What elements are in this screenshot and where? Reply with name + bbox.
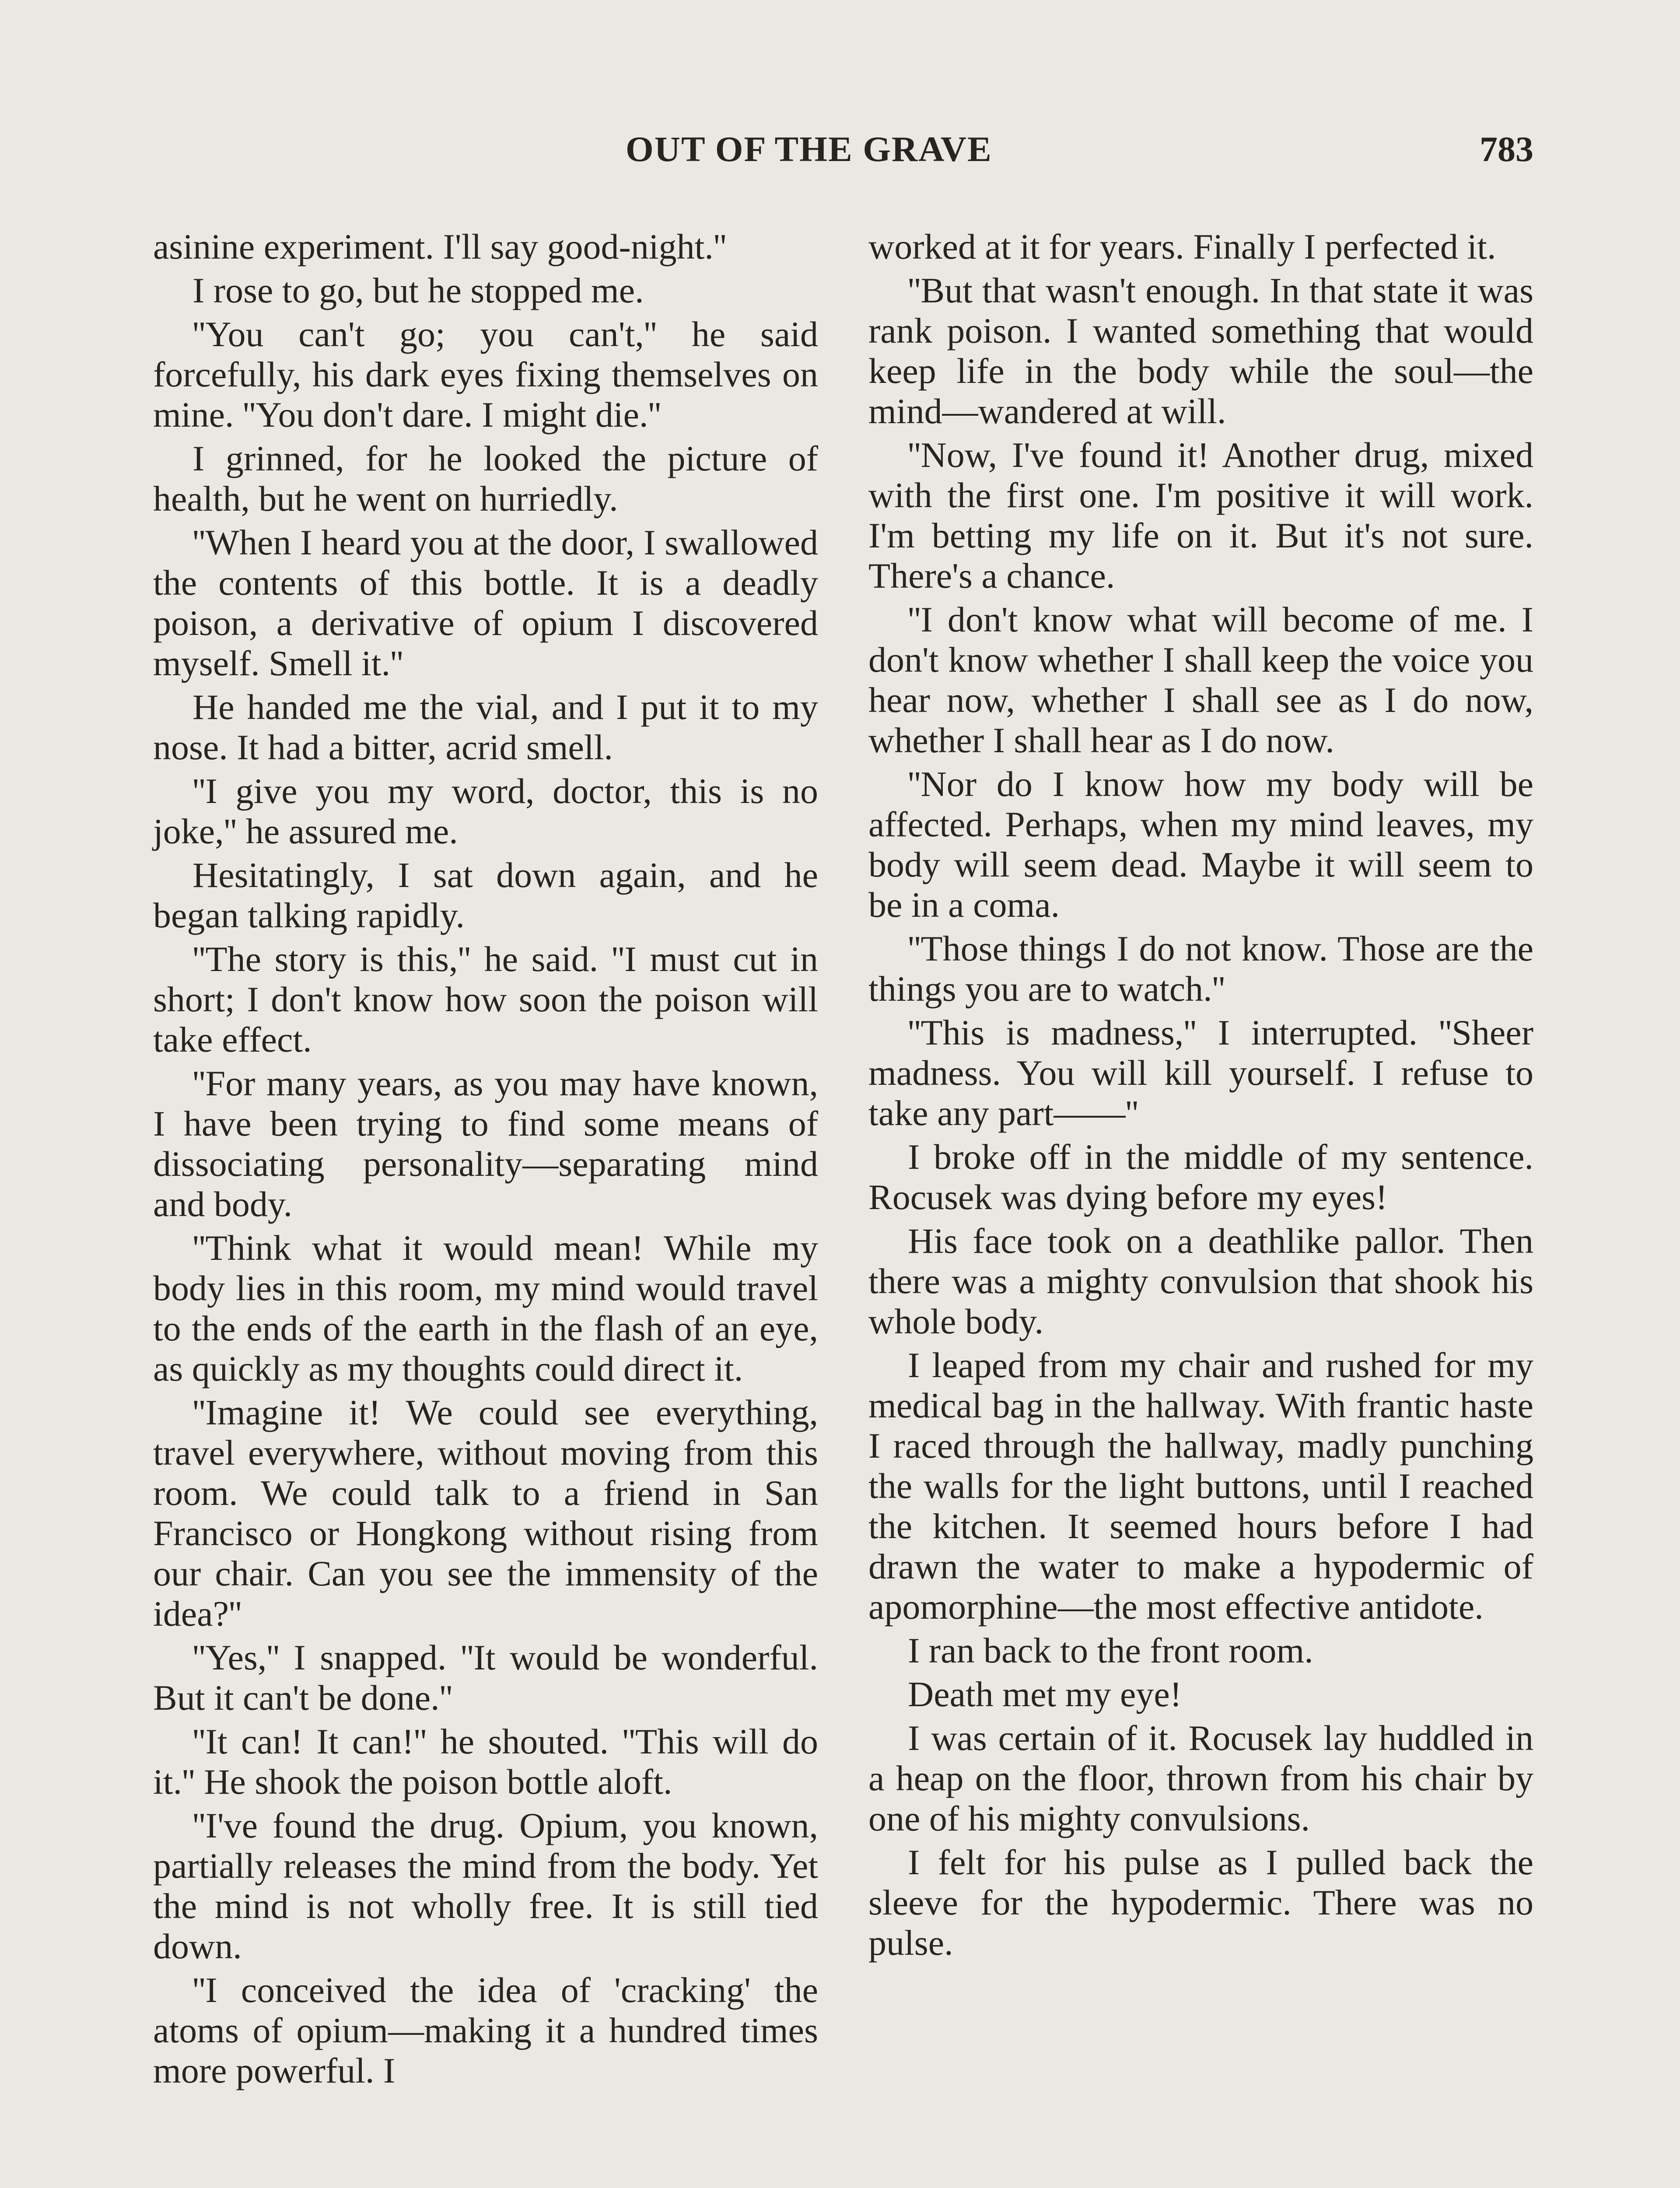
paragraph: I was certain of it. Rocusek lay huddled in a heap on the floor, thrown from his chair by one of his mighty convulsions.	[868, 1718, 1533, 1838]
paragraph: ''Think what it would mean! While my body lies in this room, my mind would travel to the ends of the earth in the flash of an eye, as quickly as my thoughts could direct it.	[153, 1228, 818, 1389]
paragraph: ''I've found the drug. Opium, you known, partially releases the mind from the body. Yet the mind is not wholly free. It is still tied down.	[153, 1806, 818, 1966]
paragraph: ''Those things I do not know. Those are the things you are to watch.''	[868, 929, 1533, 1009]
paragraph: ''The story is this,'' he said. ''I must cut in short; I don't know how soon the poison will take effect.	[153, 939, 818, 1059]
paragraph: ''You can't go; you can't,'' he said forcefully, his dark eyes fixing themselves on mine. ''You don't dare. I might die.''	[153, 314, 818, 435]
paragraph: ''I conceived the idea of 'cracking' the atoms of opium—making it a hundred times more powerful. I	[153, 1970, 818, 2090]
paragraph: ''Yes,'' I snapped. ''It would be wonderful. But it can't be done.''	[153, 1637, 818, 1718]
paragraph: ''I don't know what will become of me. I don't know whether I shall keep the voice you hear now, whether I shall see as I do now, whether I shall hear as I do now.	[868, 600, 1533, 760]
paragraph: worked at it for years. Finally I perfected it.	[868, 227, 1496, 266]
paragraph: I rose to go, but he stopped me.	[192, 270, 644, 310]
paragraph: I grinned, for he looked the picture of health, but he went on hurriedly.	[153, 438, 818, 519]
paragraph: I ran back to the front room.	[908, 1630, 1313, 1670]
paragraph: ''When I heard you at the door, I swallowed the contents of this bottle. It is a deadly poison, a derivative of opium I discovered myself. Smell it.''	[153, 522, 818, 683]
paragraph: ''Nor do I know how my body will be affected. Perhaps, when my mind leaves, my body will seem dead. Maybe it will seem to be in a coma.	[868, 764, 1533, 925]
paragraph: ''I give you my word, doctor, this is no joke,'' he assured me.	[153, 771, 818, 851]
paragraph: ''This is madness,'' I interrupted. ''Sheer madness. You will kill yourself. I refuse to take any part——''	[868, 1013, 1533, 1133]
running-head-title: OUT OF THE GRAVE	[626, 129, 992, 169]
text-column-left	[153, 227, 818, 2091]
paragraph: asinine experiment. I'll say good-night.''	[153, 227, 727, 266]
paragraph: I leaped from my chair and rushed for my medical bag in the hallway. With frantic haste I raced through the hallway, madly punching the walls for the light buttons, until I reached the kitchen. It seemed hours before I had drawn the water to make a hypodermic of apomorphine—the most effective antidote.	[868, 1345, 1533, 1627]
paragraph: I felt for his pulse as I pulled back the sleeve for the hypodermic. There was no pulse.	[868, 1842, 1533, 1963]
page-number: 783	[1480, 129, 1533, 169]
text-column-right	[868, 227, 1533, 1963]
paragraph: Death met my eye!	[908, 1674, 1182, 1714]
paragraph: ''Imagine it! We could see everything, travel everywhere, without moving from this room. We could talk to a friend in San Francisco or Hongkong without rising from our chair. Can you see the immensity of the idea?''	[153, 1392, 818, 1634]
paragraph: ''But that wasn't enough. In that state it was rank poison. I wanted something that would keep life in the body while the soul—the mind—wandered at will.	[868, 270, 1533, 431]
paragraph: Hesitatingly, I sat down again, and he began talking rapidly.	[153, 855, 818, 935]
paragraph: ''Now, I've found it! Another drug, mixed with the first one. I'm positive it will work. I'm betting my life on it. But it's not sure. There's a chance.	[868, 435, 1533, 596]
paragraph: His face took on a deathlike pallor. Then there was a mighty convulsion that shook his whole body.	[868, 1221, 1533, 1341]
paragraph: I broke off in the middle of my sentence. Rocusek was dying before my eyes!	[868, 1137, 1533, 1217]
paragraph: ''For many years, as you may have known, I have been trying to find some means of dissociating personality—separating mind and body.	[153, 1063, 818, 1224]
paragraph: ''It can! It can!'' he shouted. ''This will do it.'' He shook the poison bottle aloft.	[153, 1722, 818, 1802]
paragraph: He handed me the vial, and I put it to my nose. It had a bitter, acrid smell.	[153, 687, 818, 767]
